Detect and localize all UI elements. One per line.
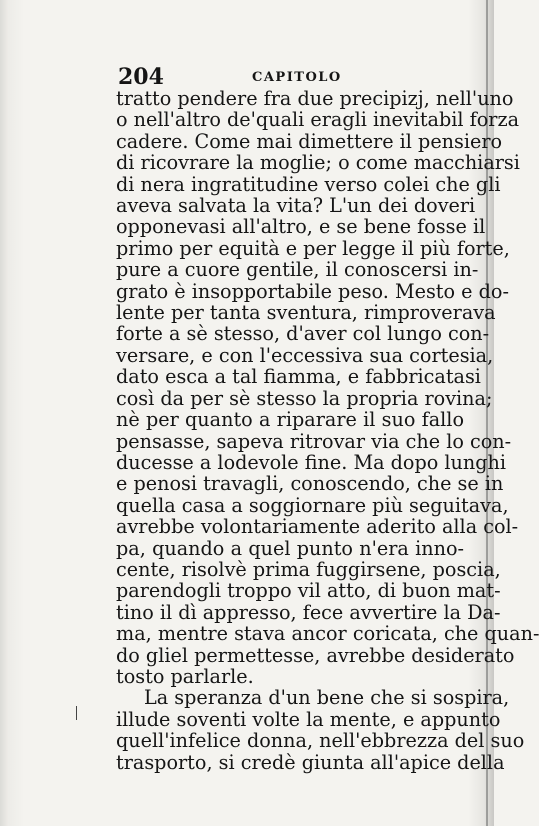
paragraph-end-line: tosto parlarle. — [116, 664, 254, 688]
text-line: e penosi travagli, conoscendo, che se in — [116, 472, 504, 496]
text-line: parendogli troppo vil atto, di buon mat- — [116, 579, 501, 603]
text-line: aveva salvata la vita? L'un dei doveri — [116, 194, 476, 218]
text-line: do gliel permettesse, avrebbe desiderato — [116, 643, 515, 667]
text-line: quella casa a soggiornare più seguitava, — [116, 493, 509, 517]
text-line: cente, risolvè prima fuggirsene, poscia, — [116, 557, 501, 581]
text-line: di ricovrare la moglie; o come macchiarsi — [116, 151, 520, 175]
text-line: o nell'altro de'quali eragli inevitabil forza — [116, 108, 520, 132]
text-line: cadere. Come mai dimettere il pensiero — [116, 129, 503, 153]
text-line: avrebbe volontariamente aderito alla col- — [116, 515, 519, 539]
margin-mark — [76, 706, 77, 720]
text-line: quell'infelice donna, nell'ebbrezza del suo — [116, 729, 525, 753]
running-head: CAPITOLO — [252, 70, 342, 85]
text-line: versare, e con l'eccessiva sua cortesia, — [116, 343, 494, 367]
text-line: nè per quanto a riparare il suo fallo — [116, 408, 464, 432]
text-line: ma, mentre stava ancor coricata, che quan- — [116, 622, 539, 646]
text-line: forte a sè stesso, d'aver col lungo con- — [116, 322, 490, 346]
text-line: tino il dì appresso, fece avvertire la Da- — [116, 600, 501, 624]
text-line: di nera ingratitudine verso colei che gli — [116, 172, 501, 196]
text-line: grato è insopportabile peso. Mesto e do- — [116, 279, 509, 303]
page-number: 204 — [118, 64, 164, 90]
text-line: trasporto, si credè giunta all'apice della — [116, 750, 505, 774]
text-line: primo per equità e per legge il più forte, — [116, 236, 510, 260]
text-line: illude soventi volte la mente, e appunto — [116, 707, 501, 731]
body-text — [116, 87, 539, 774]
text-line: tratto pendere fra due precipizj, nell'uno — [116, 87, 514, 110]
text-line: pensasse, sapeva ritrovar via che lo con- — [116, 429, 512, 453]
text-line: dato esca a tal fiamma, e fabbricatasi — [116, 365, 481, 389]
text-line: lente per tanta sventura, rimproverava — [116, 301, 496, 325]
text-line: pa, quando a quel punto n'era inno- — [116, 536, 464, 560]
text-line: ducesse a lodevole fine. Ma dopo lunghi — [116, 450, 507, 474]
paragraph-start-line: La speranza d'un bene che si sospira, — [144, 686, 510, 710]
text-line: opponevasi all'altro, e se bene fosse il — [116, 215, 486, 239]
text-line: pure a cuore gentile, il conoscersi in- — [116, 258, 479, 282]
text-line: così da per sè stesso la propria rovina; — [116, 386, 493, 410]
